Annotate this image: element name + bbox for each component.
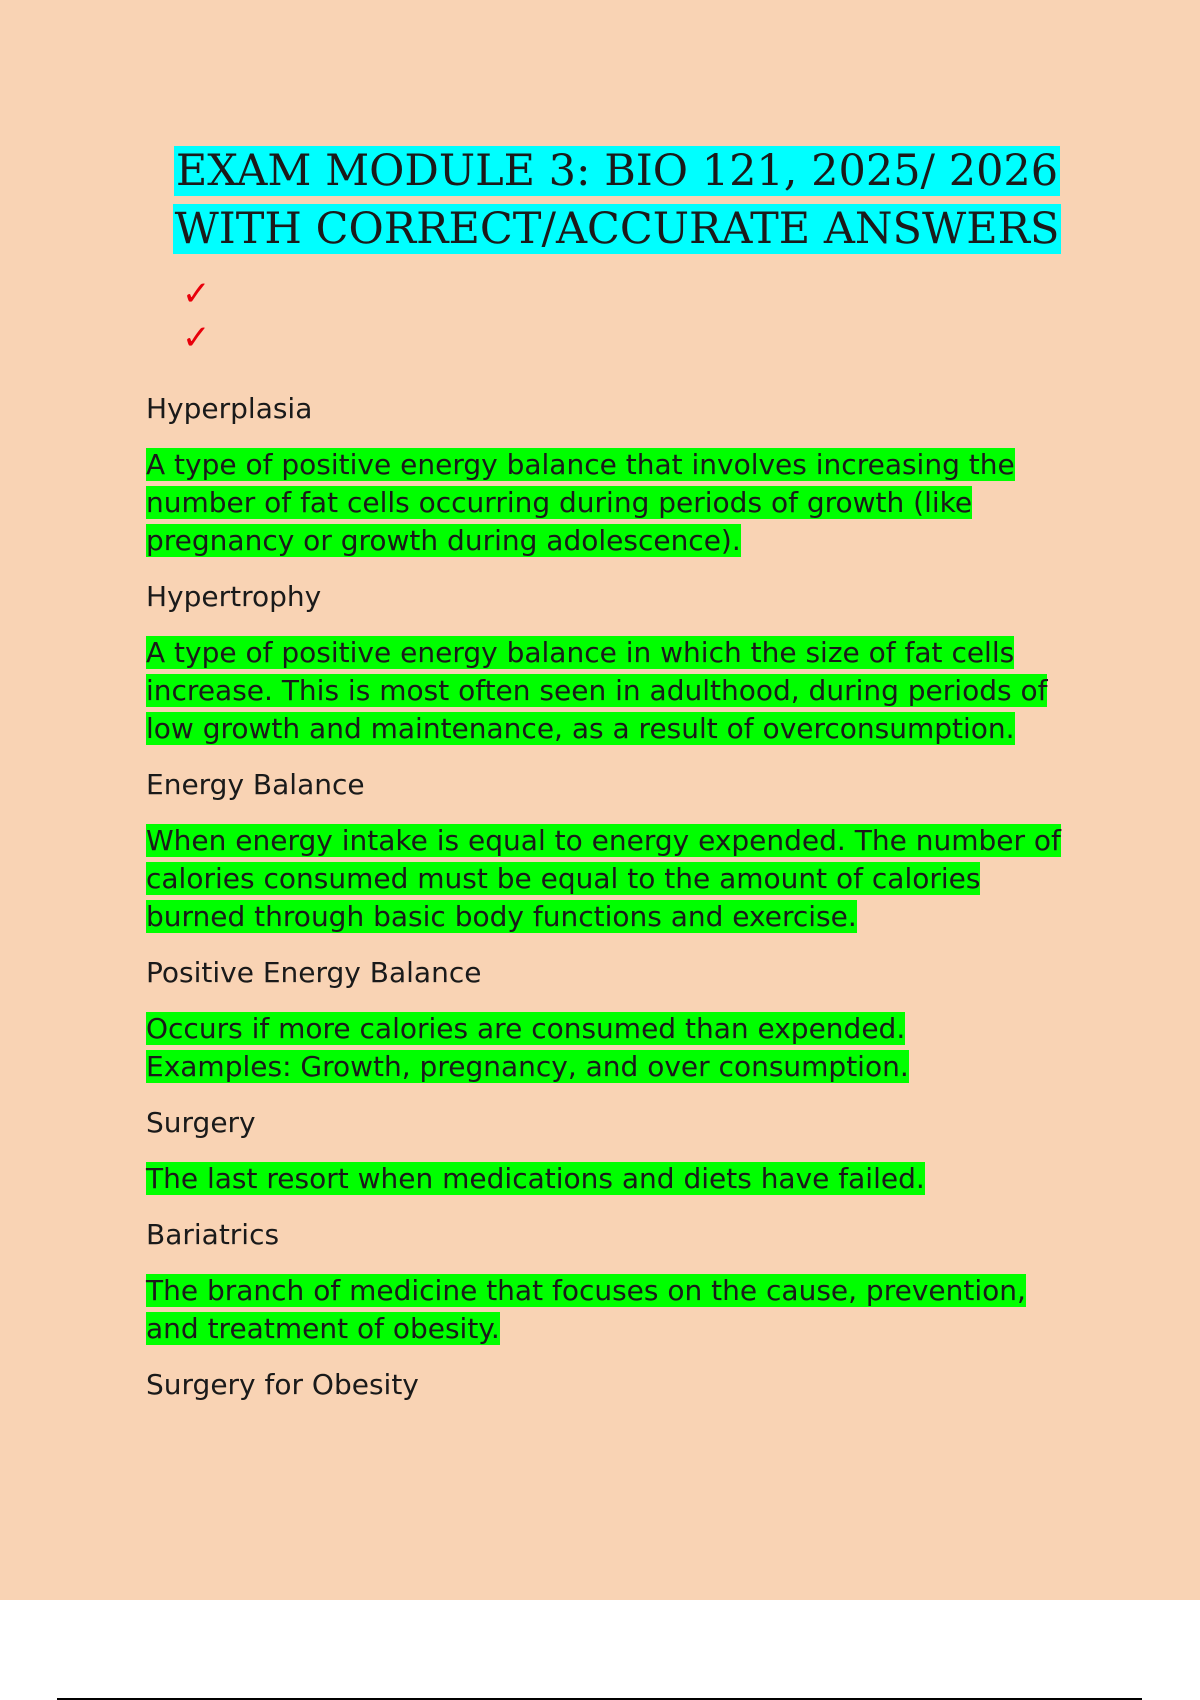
definition-line: The branch of medicine that focuses on the cause, prevention,: [146, 1274, 1026, 1307]
definition-line: calories consumed must be equal to the amount of calories: [146, 862, 981, 895]
term: Positive Energy Balance: [146, 956, 482, 989]
title-line-2: WITH CORRECT/ACCURATE ANSWERS: [174, 204, 1060, 254]
definition-line: The last resort when medications and diets have failed.: [146, 1162, 925, 1195]
check-marks: [182, 272, 211, 360]
definition-line: A type of positive energy balance in which the size of fat cells: [146, 636, 1015, 669]
definition-line: Examples: Growth, pregnancy, and over consumption.: [146, 1050, 909, 1083]
definition-line: and treatment of obesity.: [146, 1312, 500, 1345]
flashcard-list: [146, 390, 1086, 1422]
term: Bariatrics: [146, 1218, 280, 1251]
definition-line: number of fat cells occurring during periods of growth (like: [146, 486, 973, 519]
definition: [146, 1272, 1086, 1348]
definition-line: increase. This is most often seen in adulthood, during periods of: [146, 674, 1048, 707]
entry-surgery-for-obesity: [146, 1366, 1086, 1404]
title-line-1: EXAM MODULE 3: BIO 121, 2025/ 2026: [175, 146, 1059, 196]
entry-surgery: [146, 1104, 1086, 1198]
definition: [146, 1010, 1086, 1086]
term: Hypertrophy: [146, 580, 322, 613]
entry-hyperplasia: [146, 390, 1086, 560]
definition: [146, 822, 1086, 936]
entry-bariatrics: [146, 1216, 1086, 1348]
definition: [146, 634, 1086, 748]
definition-line: burned through basic body functions and exercise.: [146, 900, 857, 933]
definition: [146, 446, 1086, 560]
entry-hypertrophy: [146, 578, 1086, 748]
definition: [146, 1160, 1086, 1198]
term: Energy Balance: [146, 768, 365, 801]
entry-energy-balance: [146, 766, 1086, 936]
term: Surgery: [146, 1106, 256, 1139]
checkmark-icon: ✓: [182, 318, 211, 358]
term: Surgery for Obesity: [146, 1368, 419, 1401]
definition-line: Occurs if more calories are consumed than expended.: [146, 1012, 906, 1045]
definition-line: pregnancy or growth during adolescence).: [146, 524, 741, 557]
checkmark-icon: ✓: [182, 274, 211, 314]
definition-line: When energy intake is equal to energy expended. The number of: [146, 824, 1061, 857]
entry-positive-energy-balance: [146, 954, 1086, 1086]
definition-line: A type of positive energy balance that involves increasing the: [146, 448, 1015, 481]
page-title: [0, 142, 1200, 258]
term: Hyperplasia: [146, 392, 313, 425]
definition-line: low growth and maintenance, as a result of overconsumption.: [146, 712, 1015, 745]
